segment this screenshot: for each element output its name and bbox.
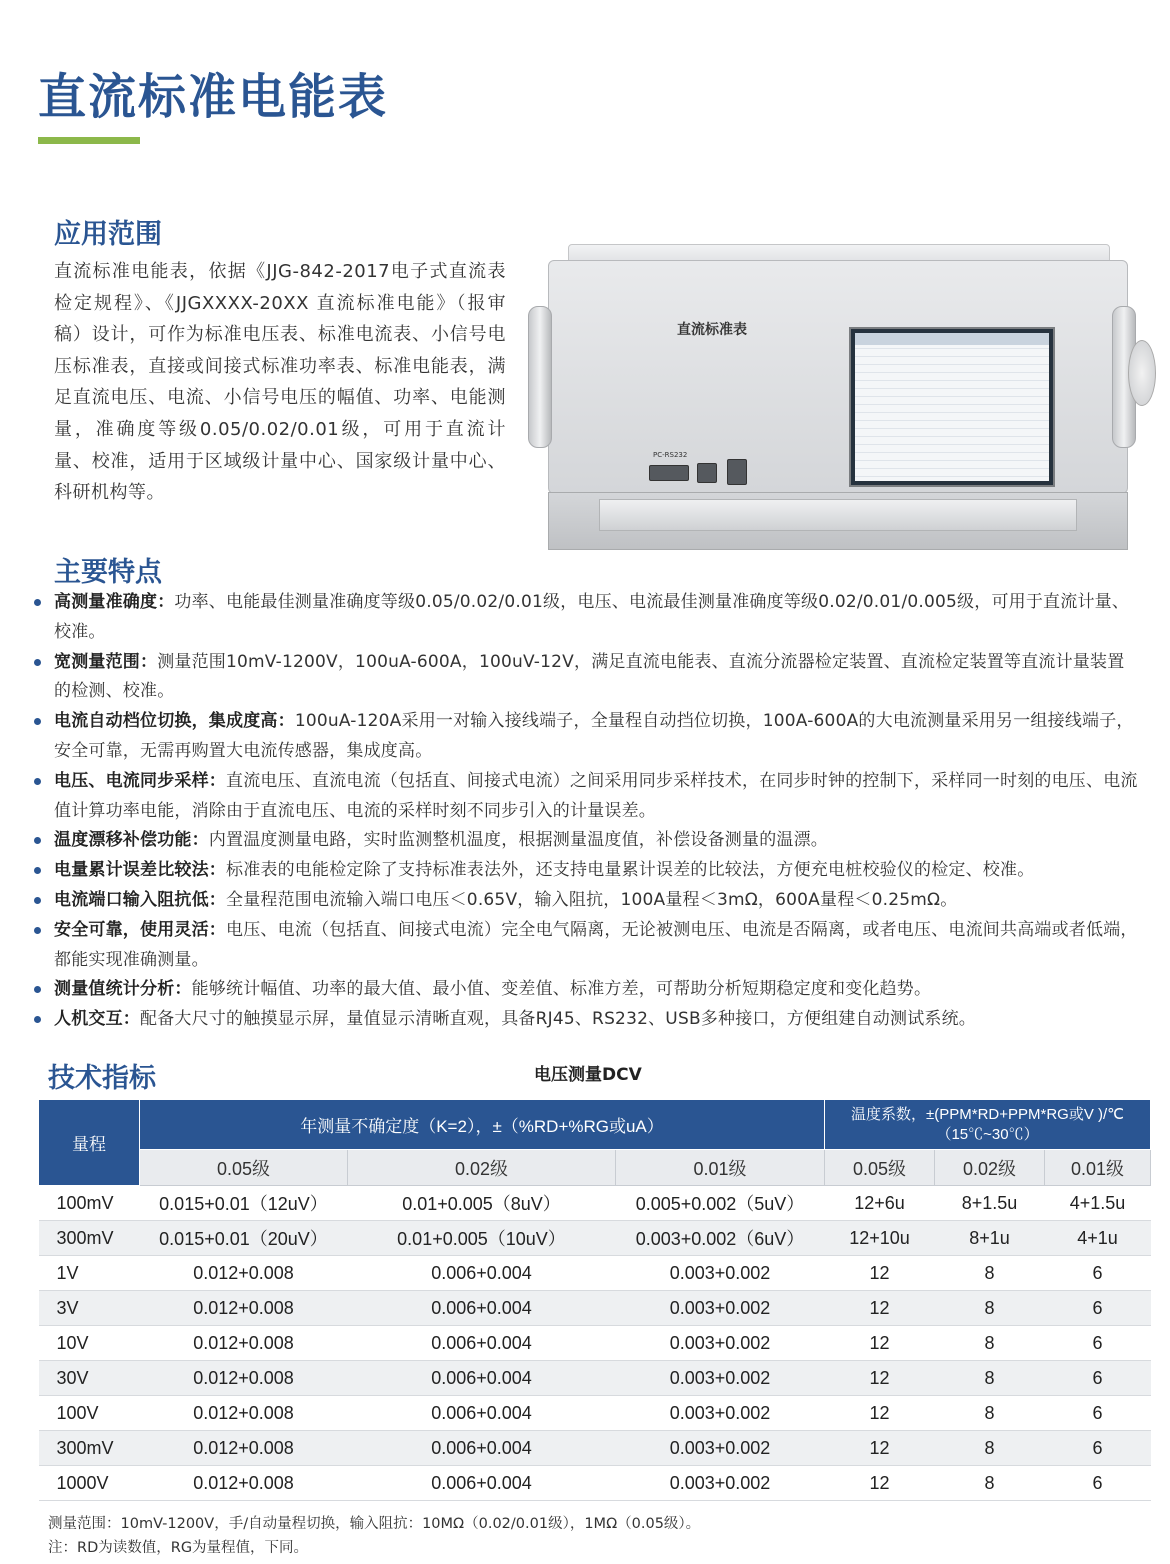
rj45-port	[697, 463, 717, 483]
grade-header: 0.05级	[825, 1150, 935, 1186]
rs232-port	[649, 465, 689, 481]
table-notes	[48, 1512, 700, 1560]
table-row: 100V 0.012+0.008 0.006+0.004 0.003+0.002 12 8 6	[39, 1396, 1151, 1431]
feature-item: 电流自动档位切换，集成度高：100uA-120A采用一对输入接线端子，全量程自动挡位切换，100A-600A的大电流测量采用另一组接线端子，安全可靠，无需再购置大电流传感器，集成度高。	[30, 707, 1140, 767]
usb-port	[727, 459, 747, 485]
table-caption: 电压测量DCV	[534, 1065, 642, 1085]
application-text: 直流标准电能表，依据《JJG-842-2017电子式直流表检定规程》、《JJGXXXX-20XX 直流标准电能》（报审稿）设计，可作为标准电压表、标准电流表、小信号电压标准表，直接或间接式标准功率表、标准电能表，满足直流电压、电流、小信号电压的幅值、功率、电能测量，准确度等级0.05/0.02/0.01级，可用于直流计量、校准，适用于区域级计量中心、国家级计量中心、科研机构等。	[54, 261, 506, 504]
feature-item: 电量累计误差比较法：标准表的电能检定除了支持标准表法外，还支持电量累计误差的比较法，方便充电桩校验仪的检定、校准。	[30, 856, 1140, 886]
device-left-handle	[528, 306, 552, 448]
table-row: 10V 0.012+0.008 0.006+0.004 0.003+0.002 12 8 6	[39, 1326, 1151, 1361]
feature-item: 测量值统计分析：能够统计幅值、功率的最大值、最小值、变差值、标准方差，可帮助分析短期稳定度和变化趋势。	[30, 975, 1140, 1005]
feature-item: 高测量准确度：功率、电能最佳测量准确度等级0.05/0.02/0.01级，电压、电流最佳测量准确度等级0.02/0.01/0.005级，可用于直流计量、校准。	[30, 588, 1140, 648]
table-row: 3V 0.012+0.008 0.006+0.004 0.003+0.002 12 8 6	[39, 1291, 1151, 1326]
application-heading: 应用范围	[54, 219, 162, 250]
device-front-panel	[548, 260, 1128, 494]
feature-item: 电压、电流同步采样：直流电压、直流电流（包括直、间接式电流）之间采用同步采样技术，在同步时钟的控制下，采样同一时刻的电压、电流值计算功率电能，消除由于直流电压、电流的采样时刻不同步引入的计量误差。	[30, 767, 1140, 827]
grade-header: 0.01级	[616, 1150, 825, 1186]
table-row: 30V 0.012+0.008 0.006+0.004 0.003+0.002 12 8 6	[39, 1361, 1151, 1396]
feature-item: 人机交互：配备大尺寸的触摸显示屏，量值显示清晰直观，具备RJ45、RS232、USB多种接口，方便组建自动测试系统。	[30, 1005, 1140, 1035]
feature-item: 安全可靠，使用灵活：电压、电流（包括直、间接式电流）完全电气隔离，无论被测电压、电流是否隔离，或者电压、电流间共高端或者低端，都能实现准确测量。	[30, 916, 1140, 976]
note-legend: 注：RD为读数值，RG为量程值，下同。	[48, 1540, 309, 1556]
header-uncertainty: 年测量不确定度（K=2），±（%RD+%RG或uA）	[140, 1100, 825, 1150]
table-row: 1000V 0.012+0.008 0.006+0.004 0.003+0.002 12 8 6	[39, 1466, 1151, 1501]
page-title: 直流标准电能表	[38, 69, 389, 125]
header-tempco: 温度系数，±(PPM*RD+PPM*RG或V )/℃ （15℃~30℃）	[825, 1100, 1151, 1150]
specs-heading: 技术指标	[48, 1063, 156, 1094]
device-base	[548, 492, 1128, 550]
grade-header: 0.05级	[140, 1150, 348, 1186]
table-row: 100mV 0.015+0.01（12uV） 0.01+0.005（8uV） 0.005+0.002（5uV） 12+6u 8+1.5u 4+1.5u	[39, 1186, 1151, 1221]
features-heading: 主要特点	[54, 557, 162, 588]
feature-item: 宽测量范围：测量范围10mV-1200V，100uA-600A，100uV-12V，满足直流电能表、直流分流器检定装置、直流检定装置等直流计量装置的检测、校准。	[30, 648, 1140, 708]
device-image	[528, 240, 1154, 560]
device-touch-screen	[849, 327, 1055, 487]
table-row: 300mV 0.015+0.01（20uV） 0.01+0.005（10uV） 0.003+0.002（6uV） 12+10u 8+1u 4+1u	[39, 1221, 1151, 1256]
grade-header: 0.01级	[1045, 1150, 1151, 1186]
note-measure-range: 测量范围：10mV-1200V，手/自动量程切换，输入阻抗：10MΩ（0.02/0.01级），1MΩ（0.05级）。	[48, 1516, 701, 1532]
device-panel-label: 直流标准表	[677, 322, 747, 338]
spec-table	[38, 1099, 1151, 1501]
feature-item: 温度漂移补偿功能：内置温度测量电路，实时监测整机温度，根据测量温度值，补偿设备测量的温漂。	[30, 826, 1140, 856]
title-underline	[38, 137, 140, 144]
grade-header: 0.02级	[348, 1150, 616, 1186]
features-list	[30, 588, 1140, 1035]
feature-item: 电流端口输入阻抗低：全量程范围电流输入端口电压＜0.65V，输入阻抗，100A量程＜3mΩ，600A量程＜0.25mΩ。	[30, 886, 1140, 916]
device-side-knob	[1128, 340, 1156, 406]
table-row: 300mV 0.012+0.008 0.006+0.004 0.003+0.002 12 8 6	[39, 1431, 1151, 1466]
device-port-label: PC-RS232	[653, 451, 688, 459]
grade-header: 0.02级	[935, 1150, 1045, 1186]
header-range: 量程	[39, 1100, 140, 1186]
table-row: 1V 0.012+0.008 0.006+0.004 0.003+0.002 12 8 6	[39, 1256, 1151, 1291]
